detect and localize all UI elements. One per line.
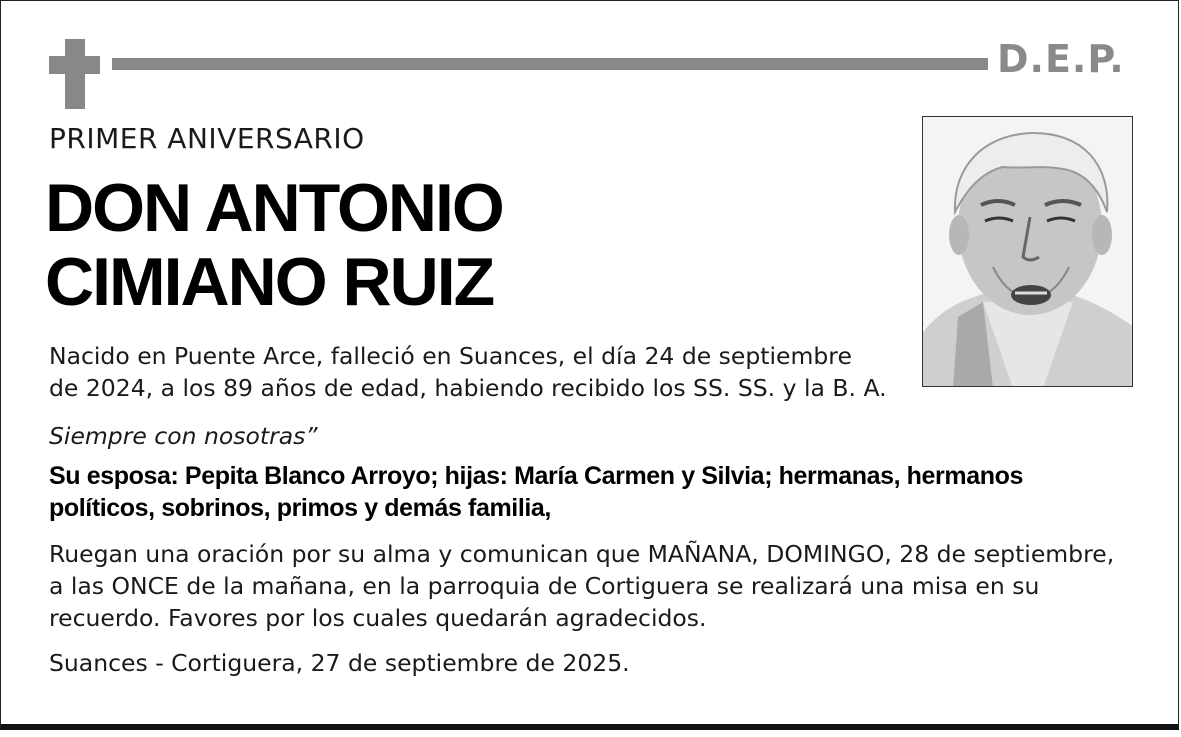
family-paragraph: [49, 460, 1023, 524]
name-line-1: DON ANTONIO: [45, 170, 503, 246]
paragraph-line: políticos, sobrinos, primos y demás familia,: [49, 494, 551, 522]
paragraph-line: recuerdo. Favores por los cuales quedarán agradecidos.: [49, 604, 707, 632]
dep-label: D.E.P.: [997, 37, 1125, 81]
paragraph-line: de 2024, a los 89 años de edad, habiendo recibido los SS. SS. y la B. A.: [49, 374, 887, 402]
place-date: Suances - Cortiguera, 27 de septiembre de 2025.: [49, 649, 630, 677]
birth-death-paragraph: [49, 340, 887, 404]
request-paragraph: [49, 538, 1114, 634]
name-line-2: CIMIANO RUIZ: [45, 244, 494, 320]
subtitle: PRIMER ANIVERSARIO: [49, 122, 365, 155]
quote: Siempre con nosotras”: [49, 422, 318, 450]
paragraph-line: Ruegan una oración por su alma y comunican que MAÑANA, DOMINGO, 28 de septiembre,: [49, 540, 1115, 568]
cross-icon: [65, 39, 85, 109]
paragraph-line: Nacido en Puente Arce, falleció en Suances, el día 24 de septiembre: [49, 342, 852, 370]
cross-icon-bar: [49, 56, 100, 74]
portrait-image: [923, 117, 1133, 387]
deceased-name: [45, 171, 503, 319]
paragraph-line: a las ONCE de la mañana, en la parroquia de Cortiguera se realizará una misa en su: [49, 572, 1040, 600]
header-rule: [112, 58, 988, 70]
paragraph-line: Su esposa: Pepita Blanco Arroyo; hijas: María Carmen y Silvia; hermanas, hermanos: [49, 462, 1023, 490]
portrait-photo: [922, 116, 1133, 387]
